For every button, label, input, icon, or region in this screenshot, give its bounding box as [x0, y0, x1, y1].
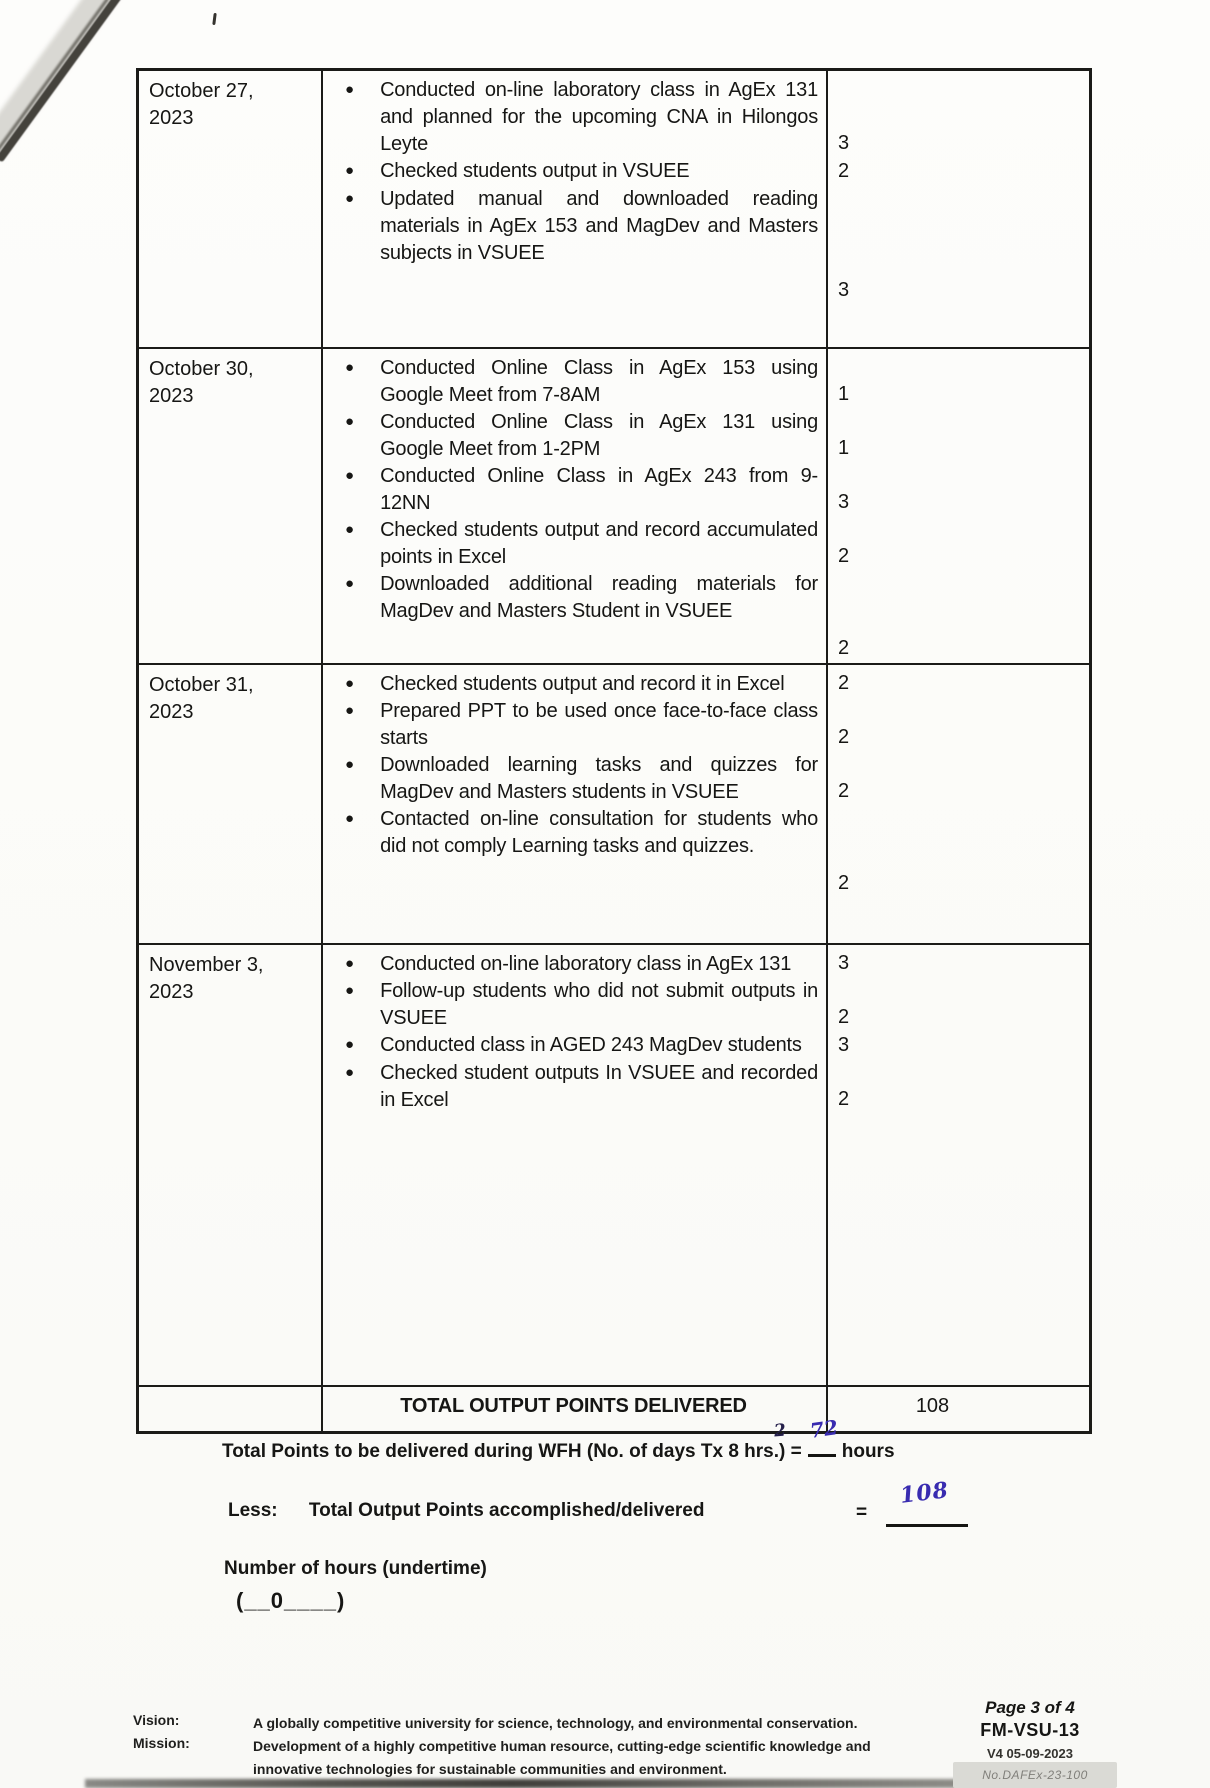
bullet-icon: ● [345, 982, 355, 999]
bullet-icon: ● [345, 81, 355, 98]
wfh-total-line [222, 1415, 895, 1463]
scan-mark [212, 13, 216, 25]
points-value: 2 [838, 726, 850, 748]
bullet-icon: ● [345, 467, 355, 484]
date-line: 2023 [149, 385, 194, 407]
points-cell [826, 463, 1089, 517]
activity-item [321, 463, 826, 517]
bullet-icon: ● [345, 575, 355, 592]
points-cell [826, 517, 1089, 571]
activity-text: Checked students output and record it in Excel [380, 673, 785, 695]
points-value: 3 [838, 132, 850, 154]
activities-cell [321, 945, 1089, 1385]
points-cell [826, 698, 1089, 752]
wfh-unit: hours [841, 1441, 895, 1462]
points-cell [826, 1032, 1089, 1060]
date-cell [139, 945, 321, 1385]
points-value: 3 [838, 491, 850, 513]
activity-item [321, 517, 826, 571]
points-cell [826, 186, 1089, 305]
bullet-icon: ● [345, 1036, 355, 1053]
activity-item [321, 945, 826, 978]
bullet-icon: ● [345, 521, 355, 538]
activity-text: Conducted on-line laboratory class in AgEx 131 and planned for the upcoming CNA in Hilongos Leyte [380, 79, 818, 155]
bullet-icon: ● [345, 810, 355, 827]
undertime-label: Number of hours (undertime) [224, 1558, 487, 1579]
activity-text: Checked students output and record accumulated points in Excel [380, 519, 818, 568]
date-line: October 31, [149, 674, 254, 696]
activity-text: Checked students output in VSUEE [380, 160, 690, 182]
table-row [139, 347, 1089, 663]
activity-item [321, 158, 826, 186]
vision-text: A globally competitive university for science, technology, and environmental conservation. [253, 1715, 858, 1731]
total-empty-cell [139, 1387, 321, 1431]
page-number: Page 3 of 4 [985, 1698, 1075, 1717]
date-cell [139, 349, 321, 663]
bullet-icon: ● [345, 702, 355, 719]
points-cell [826, 665, 1089, 698]
activity-text: Checked student outputs In VSUEE and recorded in Excel [380, 1062, 818, 1111]
activity-item [321, 186, 826, 305]
activity-text: Downloaded learning tasks and quizzes for MagDev and Masters students in VSUEE [380, 754, 818, 803]
total-value: 108 [915, 1395, 950, 1417]
activity-text: Contacted on-line consultation for students who did not comply Learning tasks and quizzes. [380, 808, 818, 857]
form-code: FM-VSU-13 [980, 1720, 1080, 1740]
activity-text: Conducted Online Class in AgEx 243 from 9-12NN [380, 465, 818, 514]
bullet-icon: ● [345, 359, 355, 376]
activity-item [321, 698, 826, 752]
vision-mission-text [253, 1712, 925, 1781]
equals-sign: = [856, 1502, 868, 1523]
less-value-blank [886, 1477, 968, 1527]
points-value: 3 [838, 1034, 850, 1056]
mission-text: Development of a highly competitive human resource, cutting-edge scientific knowledge and innovative technologies for sustainable communities and environment. [253, 1738, 871, 1777]
points-value: 2 [838, 780, 850, 802]
bullet-icon: ● [345, 190, 355, 207]
handwritten-days-annotation: 2 [773, 1420, 787, 1442]
date-line: October 27, [149, 80, 254, 102]
points-value: 2 [838, 160, 850, 182]
wfh-hours-blank [808, 1415, 840, 1457]
column-divider [321, 71, 323, 1431]
bullet-icon: ● [345, 162, 355, 179]
points-cell [826, 806, 1089, 898]
points-cell [826, 158, 1089, 186]
activity-text: Conducted on-line laboratory class in AgEx 131 [380, 953, 792, 975]
date-line: November 3, [149, 954, 264, 976]
accomplishment-table [136, 68, 1092, 1434]
bullet-icon: ● [345, 955, 355, 972]
wfh-label: Total Points to be delivered during WFH (No. of days Tx 8 hrs.) = [222, 1441, 802, 1462]
mission-label: Mission: [133, 1735, 190, 1751]
activity-item [321, 978, 826, 1032]
date-line: 2023 [149, 701, 194, 723]
activity-text: Prepared PPT to be used once face-to-face class starts [380, 700, 818, 749]
stamp-text: No.DAFEx-23-100 [982, 1768, 1088, 1782]
less-text: Total Output Points accomplished/delivered [308, 1500, 705, 1521]
points-cell [826, 71, 1089, 158]
activities-cell [321, 665, 1089, 943]
date-line: October 30, [149, 358, 254, 380]
points-value: 1 [838, 383, 850, 405]
activity-text: Conducted Online Class in AgEx 131 using Google Meet from 1-2PM [380, 411, 818, 460]
date-line: 2023 [149, 981, 194, 1003]
activity-text: Updated manual and downloaded reading materials in AgEx 153 and MagDev and Masters subjects in VSUEE [380, 188, 818, 264]
activity-item [321, 1060, 826, 1114]
points-cell [826, 1060, 1089, 1114]
date-cell [139, 665, 321, 943]
points-value: 2 [838, 872, 850, 894]
activity-text: Downloaded additional reading materials for MagDev and Masters Student in VSUEE [380, 573, 818, 622]
points-cell [826, 349, 1089, 409]
total-row [139, 1385, 1089, 1431]
handwritten-points-value: 108 [898, 1477, 951, 1509]
activity-item [321, 349, 826, 409]
document-stamp [953, 1762, 1117, 1788]
activities-cell [321, 349, 1089, 663]
activity-item [321, 409, 826, 463]
points-cell [826, 571, 1089, 663]
column-divider [826, 71, 828, 1431]
points-cell [826, 409, 1089, 463]
points-value: 2 [838, 672, 850, 694]
table-row [139, 663, 1089, 943]
points-cell [826, 752, 1089, 806]
bullet-icon: ● [345, 413, 355, 430]
activity-item [321, 1032, 826, 1060]
activity-item [321, 71, 826, 158]
points-value: 2 [838, 1088, 850, 1110]
points-value: 2 [838, 545, 850, 567]
bullet-icon: ● [345, 1064, 355, 1081]
points-value: 2 [838, 637, 850, 659]
undertime-value: (__0____) [236, 1588, 346, 1613]
total-label: TOTAL OUTPUT POINTS DELIVERED [400, 1395, 747, 1417]
activity-item [321, 752, 826, 806]
points-value: 3 [838, 279, 850, 301]
less-line [228, 1477, 1028, 1523]
handwritten-hours-value: 72 [808, 1415, 840, 1443]
activity-item [321, 571, 826, 663]
less-label: Less: [228, 1500, 278, 1521]
date-cell [139, 71, 321, 347]
bullet-icon: ● [345, 756, 355, 773]
activity-text: Conducted Online Class in AgEx 153 using Google Meet from 7-8AM [380, 357, 818, 406]
date-line: 2023 [149, 107, 194, 129]
activity-item [321, 665, 826, 698]
points-value: 2 [838, 1006, 850, 1028]
activities-cell [321, 71, 1089, 347]
activity-text: Follow-up students who did not submit outputs in VSUEE [380, 980, 818, 1029]
table-row [139, 943, 1089, 1385]
vision-label: Vision: [133, 1712, 180, 1728]
points-value: 3 [838, 952, 850, 974]
bullet-icon: ● [345, 675, 355, 692]
points-value: 1 [838, 437, 850, 459]
activity-text: Conducted class in AGED 243 MagDev students [380, 1034, 802, 1056]
form-version: V4 05-09-2023 [986, 1746, 1073, 1761]
table-row [139, 71, 1089, 347]
points-cell [826, 945, 1089, 978]
points-cell [826, 978, 1089, 1032]
activity-item [321, 806, 826, 898]
